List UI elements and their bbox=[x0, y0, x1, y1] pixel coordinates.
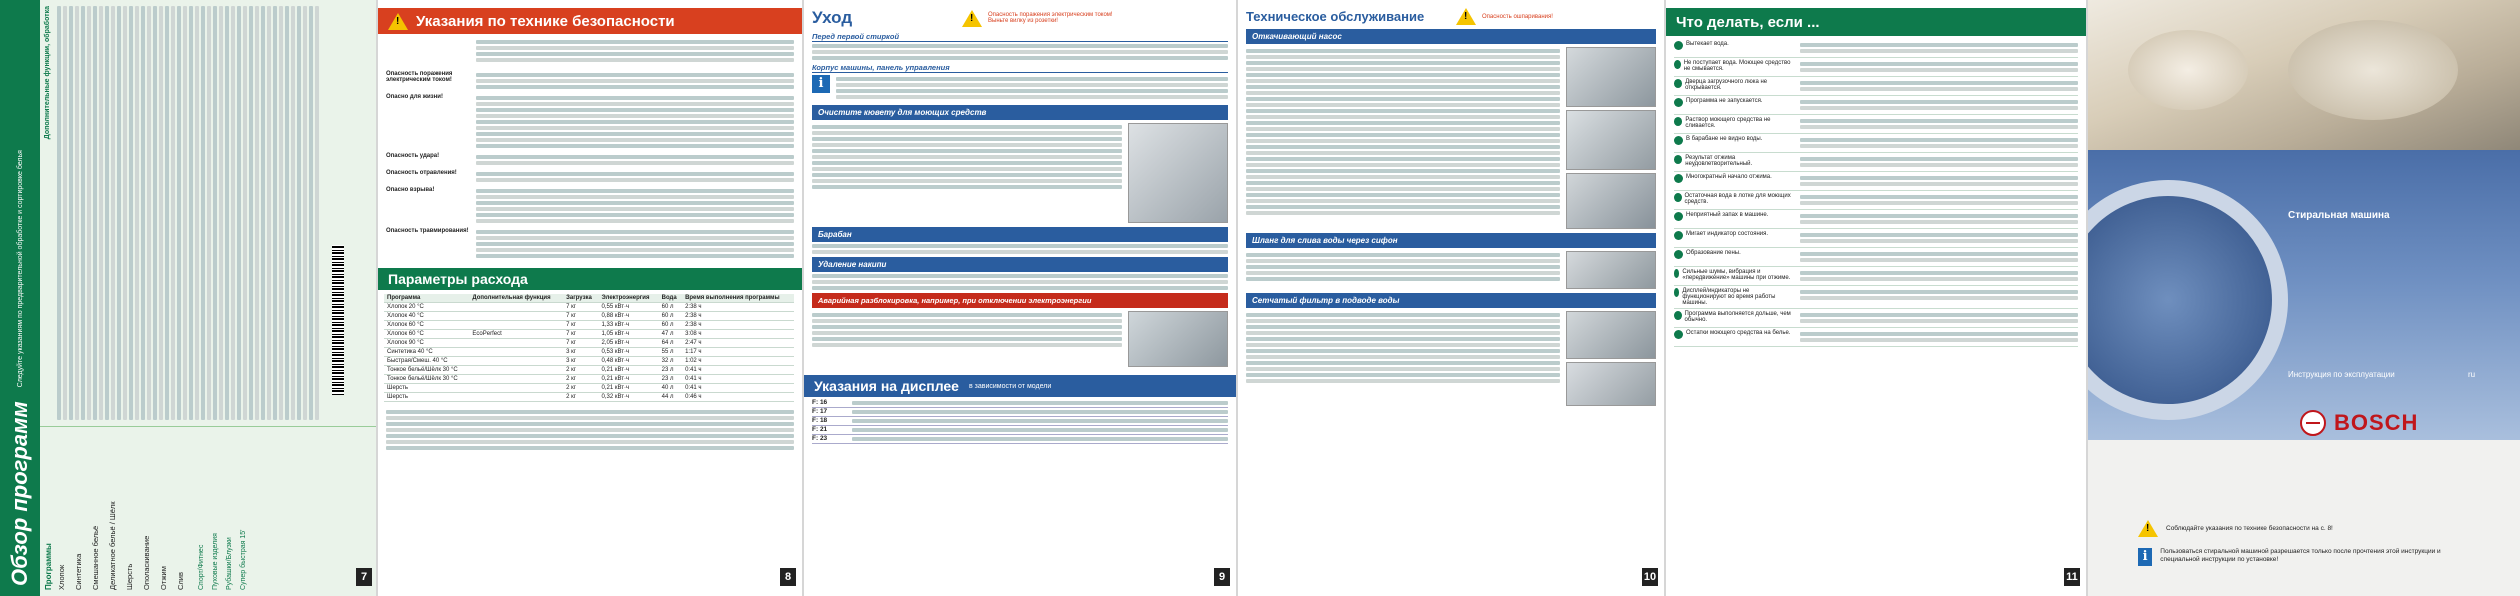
detergent-drawer-photo bbox=[1128, 123, 1228, 223]
table-cell: 7 кг bbox=[563, 303, 598, 312]
section-title: Перед первой стиркой bbox=[812, 32, 1228, 42]
table-cell: EcoPerfect bbox=[469, 330, 563, 339]
care-panel bbox=[804, 0, 1236, 596]
overview-header bbox=[0, 0, 40, 596]
table-cell: 23 л bbox=[659, 366, 682, 375]
warning-icon: ! bbox=[962, 10, 982, 27]
table-cell: 60 л bbox=[659, 303, 682, 312]
troubleshooting-header bbox=[1666, 8, 2086, 36]
problem-label: Образование пены. bbox=[1686, 250, 1741, 256]
warning-icon: ! bbox=[388, 13, 408, 30]
emergency-release-photo bbox=[1128, 311, 1228, 367]
table-cell bbox=[469, 312, 563, 321]
water-filter-photo bbox=[1566, 311, 1656, 359]
list-item bbox=[1674, 58, 2078, 77]
table-cell: 0,32 кВт·ч bbox=[598, 393, 658, 402]
care-warning: Опасность поражения электрическим током! Выньте вилку из розетки! bbox=[988, 12, 1113, 24]
page-number: 8 bbox=[780, 568, 796, 586]
table-row bbox=[384, 357, 794, 366]
consumption-rows bbox=[384, 303, 794, 402]
section-title: Откачивающий насос bbox=[1246, 29, 1656, 44]
program-overview-panel bbox=[0, 0, 376, 596]
table-cell bbox=[469, 357, 563, 366]
maintenance-title: Техническое обслуживание bbox=[1246, 9, 1425, 24]
warning-icon: ! bbox=[1456, 8, 1476, 25]
display-header bbox=[804, 375, 1236, 397]
table-cell: 0:41 ч bbox=[682, 375, 794, 384]
table-header: Дополнительная функция bbox=[469, 294, 563, 303]
section-title: Очистите кювету для моющих средств bbox=[812, 105, 1228, 120]
problem-label: Сильные шумы, вибрация и «передвижение» машины при отжиме. bbox=[1682, 269, 1791, 281]
table-cell: 0,21 кВт·ч bbox=[598, 366, 658, 375]
bullet-icon bbox=[1674, 117, 1682, 126]
bullet-icon bbox=[1674, 79, 1682, 88]
table-cell: 7 кг bbox=[563, 312, 598, 321]
problem-label: Вытекает вода. bbox=[1686, 41, 1729, 47]
consumption-title: Параметры расхода bbox=[388, 271, 528, 287]
list-item bbox=[1674, 328, 2078, 347]
bullet-icon bbox=[1674, 330, 1683, 339]
table-cell: 60 л bbox=[659, 321, 682, 330]
table-cell: 0:46 ч bbox=[682, 393, 794, 402]
table-cell: 2 кг bbox=[563, 366, 598, 375]
problem-label: В барабане не видно воды. bbox=[1686, 136, 1763, 142]
table-cell: 2,05 кВт·ч bbox=[598, 339, 658, 348]
table-cell: 55 л bbox=[659, 348, 682, 357]
safety-title: Указания по технике безопасности bbox=[416, 12, 675, 30]
section-title: Барабан bbox=[812, 227, 1228, 242]
table-cell: 1,33 кВт·ч bbox=[598, 321, 658, 330]
safety-note: Соблюдайте указания по технике безопасности на с. 8! bbox=[2166, 525, 2333, 532]
table-cell bbox=[469, 348, 563, 357]
error-code: F: 17 bbox=[812, 408, 828, 415]
table-cell bbox=[469, 339, 563, 348]
table-cell: 1,05 кВт·ч bbox=[598, 330, 658, 339]
warning-label: Опасно для жизни! bbox=[386, 94, 443, 100]
table-cell bbox=[469, 366, 563, 375]
consumption-header bbox=[378, 268, 802, 290]
table-cell: 7 кг bbox=[563, 339, 598, 348]
table-cell: 3 кг bbox=[563, 348, 598, 357]
list-item bbox=[1674, 96, 2078, 115]
table-cell: Шерсть bbox=[384, 393, 469, 402]
table-cell: 0,53 кВт·ч bbox=[598, 348, 658, 357]
page-number: 10 bbox=[1642, 568, 1658, 586]
pump-filter-photo bbox=[1566, 173, 1656, 229]
bullet-icon bbox=[1674, 231, 1683, 240]
page-number: 9 bbox=[1214, 568, 1230, 586]
maintenance-warning: Опасность ошпаривания! bbox=[1482, 13, 1553, 20]
table-cell: Шерсть bbox=[384, 384, 469, 393]
table-cell: 2:38 ч bbox=[682, 321, 794, 330]
bullet-icon bbox=[1674, 212, 1683, 221]
list-item bbox=[1674, 134, 2078, 153]
warning-label: Опасность отравления! bbox=[386, 170, 457, 176]
table-cell: 60 л bbox=[659, 312, 682, 321]
problem-label: Программа не запускается. bbox=[1686, 98, 1763, 104]
program-item: Рубашки/Блузки bbox=[226, 537, 233, 590]
overview-note: Следуйте указаниям по предварительной обработке и сортировке белья bbox=[16, 150, 24, 388]
bullet-icon bbox=[1674, 41, 1683, 50]
table-row bbox=[384, 330, 794, 339]
bullet-icon bbox=[1674, 250, 1683, 259]
program-list: Программы Хлопок Синтетика Смешанное бельё Деликатное бельё / Шёлк Шерсть Ополаскивание Отжим Слив Спорт/Фитнес Пуховые изделия Рубашки/Блузки Супер быстрая 15' bbox=[40, 426, 376, 596]
table-cell: 7 кг bbox=[563, 330, 598, 339]
list-item bbox=[1674, 191, 2078, 210]
table-row bbox=[384, 303, 794, 312]
table-cell: 0:41 ч bbox=[682, 384, 794, 393]
table-cell: 2 кг bbox=[563, 384, 598, 393]
program-details bbox=[40, 0, 376, 426]
table-row bbox=[384, 339, 794, 348]
program-item: Слив bbox=[176, 572, 185, 590]
display-title: Указания на дисплее bbox=[814, 378, 959, 394]
problem-label: Не поступает вода. Моющее средство не смывается. bbox=[1683, 60, 1791, 72]
bullet-icon bbox=[1674, 288, 1679, 297]
care-title: Уход bbox=[812, 8, 853, 27]
problem-label: Дисплей/индикаторы не функционируют во время работы машины. bbox=[1682, 288, 1776, 306]
list-item bbox=[1674, 286, 2078, 309]
table-cell: 3 кг bbox=[563, 357, 598, 366]
table-cell: 2 кг bbox=[563, 393, 598, 402]
problem-list bbox=[1666, 36, 2086, 350]
page-number: 7 bbox=[356, 568, 372, 586]
problem-label: Программа выполняется дольше, чем обычно. bbox=[1684, 311, 1791, 323]
error-code: F: 16 bbox=[812, 399, 828, 406]
warning-list bbox=[378, 71, 802, 260]
warning-label: Опасность поражения электрическим током! bbox=[386, 71, 453, 83]
table-cell: 1:02 ч bbox=[682, 357, 794, 366]
table-header: Время выполнения программы bbox=[682, 294, 794, 303]
table-cell: 0,88 кВт·ч bbox=[598, 312, 658, 321]
table-cell: 7 кг bbox=[563, 321, 598, 330]
table-cell: Хлопок 20 °C bbox=[384, 303, 469, 312]
list-item bbox=[1674, 77, 2078, 96]
list-item bbox=[1674, 267, 2078, 286]
bullet-icon bbox=[1674, 60, 1681, 69]
problem-label: Остаточная вода в лотке для моющих средств. bbox=[1684, 193, 1791, 205]
program-item: Спорт/Фитнес bbox=[198, 544, 205, 590]
consumption-table bbox=[384, 294, 794, 402]
problem-label: Остатки моющего средства на белье. bbox=[1686, 330, 1791, 336]
table-row bbox=[384, 393, 794, 402]
troubleshooting-panel bbox=[1666, 0, 2086, 596]
list-item bbox=[1674, 172, 2078, 191]
table-cell bbox=[469, 384, 563, 393]
safety-header bbox=[378, 8, 802, 34]
language-code: ru bbox=[2468, 370, 2476, 379]
program-item: Супер быстрая 15' bbox=[240, 529, 247, 590]
table-cell: 2 кг bbox=[563, 375, 598, 384]
table-row bbox=[384, 384, 794, 393]
bullet-icon bbox=[1674, 174, 1683, 183]
problem-label: Раствор моющего средства не сливается. bbox=[1685, 117, 1771, 129]
warning-label: Опасно взрыва! bbox=[386, 187, 435, 193]
table-cell: Быстрая/Смеш. 40 °C bbox=[384, 357, 469, 366]
display-note: в зависимости от модели bbox=[968, 382, 1052, 390]
table-cell bbox=[469, 393, 563, 402]
table-cell: Хлопок 60 °C bbox=[384, 330, 469, 339]
table-cell: 0,21 кВт·ч bbox=[598, 384, 658, 393]
inlet-hose-photo bbox=[1566, 362, 1656, 406]
table-row bbox=[384, 312, 794, 321]
siphon-hose-photo bbox=[1566, 251, 1656, 289]
table-header: Программа bbox=[384, 294, 469, 303]
program-item: Шерсть bbox=[125, 563, 134, 590]
bullet-icon bbox=[1674, 311, 1682, 320]
problem-label: Многократный начало отжима. bbox=[1686, 174, 1772, 180]
table-cell: 2:38 ч bbox=[682, 312, 794, 321]
table-cell: 3:08 ч bbox=[682, 330, 794, 339]
section-title: Удаление накипи bbox=[812, 257, 1228, 272]
table-cell: 47 л bbox=[659, 330, 682, 339]
table-row bbox=[384, 366, 794, 375]
cover-photo bbox=[2088, 0, 2520, 150]
brand-name: BOSCH bbox=[2334, 410, 2419, 435]
section-title: Сетчатый фильтр в подводе воды bbox=[1246, 293, 1656, 308]
table-cell: 40 л bbox=[659, 384, 682, 393]
error-codes bbox=[804, 397, 1236, 446]
pump-hose-photo bbox=[1566, 110, 1656, 170]
table-cell: 44 л bbox=[659, 393, 682, 402]
program-item: Ополаскивание bbox=[142, 535, 151, 590]
problem-label: Мигает индикатор состояния. bbox=[1686, 231, 1769, 237]
info-icon: i bbox=[812, 75, 830, 93]
footer-note: Пользоваться стиральной машиной разрешается только после прочтения этой инструкции и специальной инструкции по установке! bbox=[2160, 548, 2441, 563]
table-cell bbox=[469, 303, 563, 312]
section-title: Шланг для слива воды через сифон bbox=[1246, 233, 1656, 248]
problem-label: Результат отжима неудовлетворительный. bbox=[1685, 155, 1753, 167]
warning-icon: ! bbox=[2138, 520, 2158, 537]
cover-panel bbox=[2088, 0, 2520, 596]
section-title: Аварийная разблокировка, например, при отключении электроэнергии bbox=[812, 293, 1228, 308]
bullet-icon bbox=[1674, 98, 1683, 107]
list-item bbox=[1674, 153, 2078, 172]
troubleshooting-title: Что делать, если ... bbox=[1676, 13, 1820, 31]
table-cell: 0,48 кВт·ч bbox=[598, 357, 658, 366]
pump-cover-photo bbox=[1566, 47, 1656, 107]
machine-photo bbox=[2088, 150, 2520, 440]
program-item: Отжим bbox=[159, 566, 168, 590]
page-number: 11 bbox=[2064, 568, 2080, 586]
program-item: Смешанное бельё bbox=[91, 525, 100, 590]
table-cell: Тонкое бельё/Шёлк 30 °C bbox=[384, 366, 469, 375]
table-cell: Синтетика 40 °C bbox=[384, 348, 469, 357]
table-cell bbox=[469, 375, 563, 384]
table-cell: 2:47 ч bbox=[682, 339, 794, 348]
section-title: Корпус машины, панель управления bbox=[812, 63, 1228, 73]
table-cell: 0,21 кВт·ч bbox=[598, 375, 658, 384]
table-header: Электроэнергия bbox=[598, 294, 658, 303]
error-code: F: 23 bbox=[812, 435, 828, 442]
table-cell: Хлопок 90 °C bbox=[384, 339, 469, 348]
bosch-emblem-icon bbox=[2300, 410, 2326, 436]
bullet-icon bbox=[1674, 269, 1679, 278]
list-item bbox=[1674, 309, 2078, 328]
table-cell: 0:41 ч bbox=[682, 366, 794, 375]
side-header: Дополнительные функции, обработка bbox=[44, 6, 51, 140]
warning-label: Опасность удара! bbox=[386, 153, 440, 159]
list-item bbox=[1674, 248, 2078, 267]
list-item bbox=[1674, 210, 2078, 229]
table-cell: Хлопок 40 °C bbox=[384, 312, 469, 321]
table-header: Загрузка bbox=[563, 294, 598, 303]
table-cell: 23 л bbox=[659, 375, 682, 384]
program-item: Деликатное бельё / Шёлк bbox=[108, 501, 117, 590]
problem-label: Неприятный запах в машине. bbox=[1686, 212, 1769, 218]
warning-label: Опасность травмирования! bbox=[386, 228, 469, 234]
product-title: Стиральная машина bbox=[2288, 210, 2390, 221]
table-cell: Тонкое бельё/Шёлк 30 °C bbox=[384, 375, 469, 384]
list-item bbox=[1674, 229, 2078, 248]
bullet-icon bbox=[1674, 136, 1683, 145]
maintenance-panel bbox=[1238, 0, 1664, 596]
manual-subtitle: Инструкция по эксплуатации bbox=[2288, 370, 2395, 379]
table-cell: 2:38 ч bbox=[682, 303, 794, 312]
brand-logo bbox=[2300, 410, 2418, 436]
table-cell: 1:17 ч bbox=[682, 348, 794, 357]
program-item: Синтетика bbox=[74, 553, 83, 590]
problem-label: Дверца загрузочного люка не открывается. bbox=[1685, 79, 1768, 91]
table-cell: 64 л bbox=[659, 339, 682, 348]
table-cell: 0,55 кВт·ч bbox=[598, 303, 658, 312]
overview-title: Обзор программ bbox=[7, 401, 32, 586]
program-item: Пуховые изделия bbox=[212, 533, 219, 590]
table-cell: Хлопок 60 °C bbox=[384, 321, 469, 330]
barcode bbox=[332, 245, 344, 395]
table-row bbox=[384, 321, 794, 330]
info-icon: i bbox=[2138, 548, 2152, 566]
safety-panel bbox=[378, 0, 802, 596]
list-item bbox=[1674, 115, 2078, 134]
bullet-icon bbox=[1674, 193, 1682, 202]
table-cell: 32 л bbox=[659, 357, 682, 366]
program-item: Хлопок bbox=[57, 564, 66, 590]
table-header: Вода bbox=[659, 294, 682, 303]
table-row bbox=[384, 348, 794, 357]
table-cell bbox=[469, 321, 563, 330]
list-item bbox=[1674, 39, 2078, 58]
table-row bbox=[384, 375, 794, 384]
bullet-icon bbox=[1674, 155, 1682, 164]
error-code: F: 21 bbox=[812, 426, 828, 433]
error-code: F: 18 bbox=[812, 417, 828, 424]
